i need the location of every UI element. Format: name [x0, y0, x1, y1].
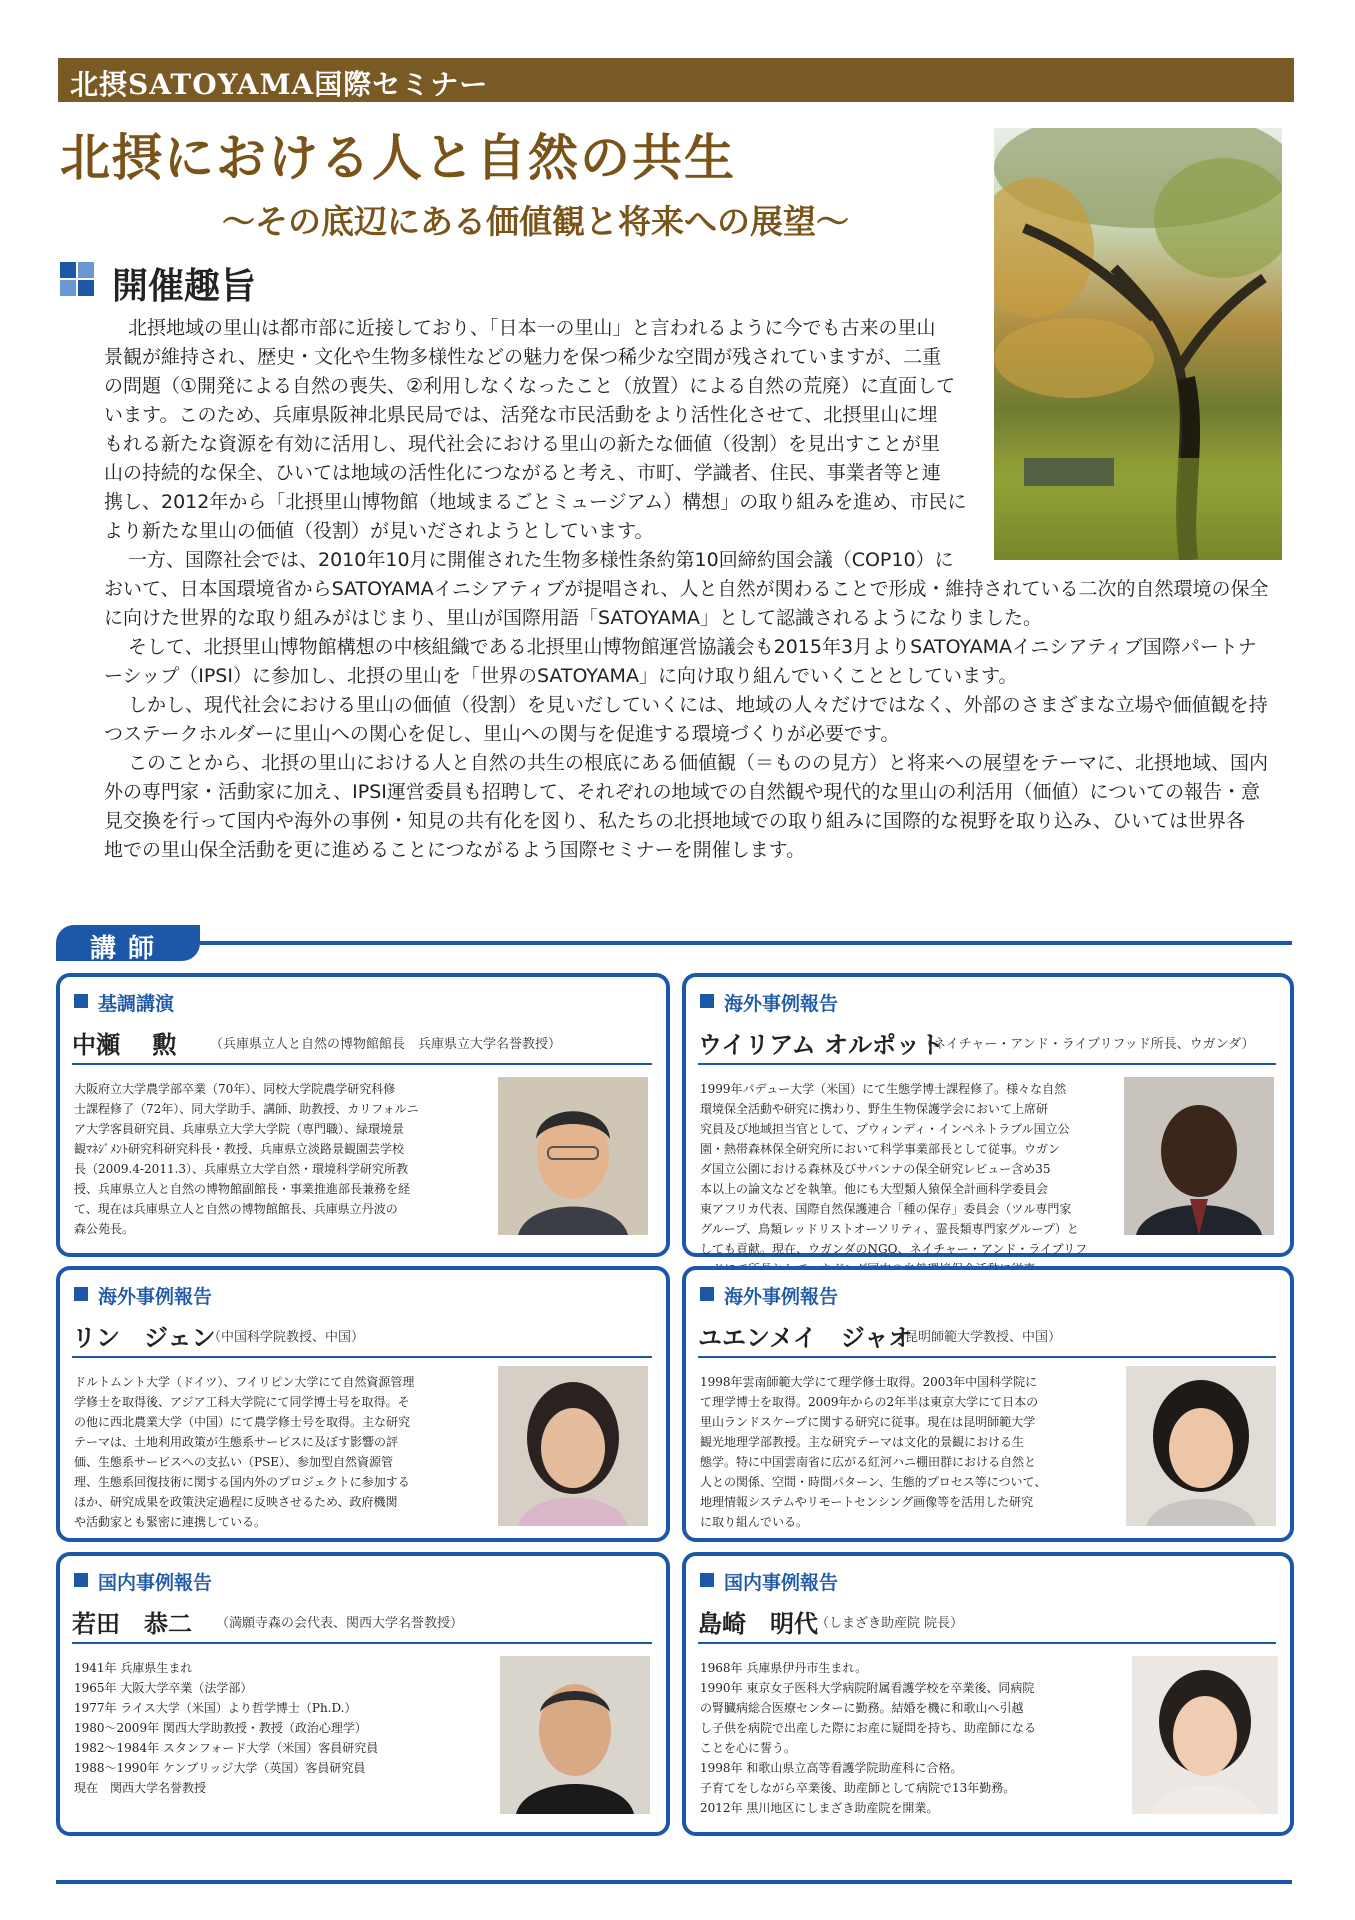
bio-line: て、現在は兵庫県立人と自然の博物館館長、兵庫県立丹波の — [74, 1202, 398, 1216]
purpose-line: 外の専門家・活動家に加え、IPSI運営委員も招聘して、それぞれの地域での自然観や現代的な里山の利活用（価値）についての報告・意 — [104, 781, 1261, 803]
lecturers-tab — [56, 925, 200, 964]
bio-line: 大阪府立大学農学部卒業（70年）、同校大学院農学研究科修 — [74, 1082, 396, 1096]
speaker-affiliation: （ネイチャー・アンド・ライブリフッド所長、ウガンダ） — [920, 1037, 1255, 1052]
purpose-line: 一方、国際社会では、2010年10月に開催された生物多様性条約第10回締約国会議（COP10）に — [128, 549, 954, 571]
seminar-banner — [58, 58, 1294, 102]
speaker-card: 海外事例報告 リン ジェン （中国科学院教授、中国） ドルトムント大学（ドイツ）、フイリピン大学にて自然資源管理 学修士を取得後、アジア工科大学院にて同学博士号を取得。そ の他に西北農業大学（中国）にて農学修士号を取得。主な研究 テーマは、土地利用政策が生態系サービスに及ぼす影響の評 価、生態系サービスへの支払い（PSE）、参加型自然資源管 理、生態系回復技術に関する国内外のプロジェクトに参加する ほか、研究成果を政策決定過程に反映させるため、政府機関 や活動家とも緊密に連携している。 — [56, 1266, 670, 1542]
speaker-bio — [74, 1079, 419, 1239]
speaker-photo — [498, 1077, 648, 1235]
bio-line: 1999年パデュー大学（米国）にて生態学博士課程修了。様々な自然 — [700, 1082, 1067, 1096]
speaker-affiliation: （しまざき助産院 院長） — [816, 1616, 964, 1631]
bio-line: 授、兵庫県立人と自然の博物館副館長・事業推進部長兼務を経 — [74, 1182, 411, 1196]
speaker-photo — [498, 1366, 648, 1526]
bio-line: 園・熱帯森林保全研究所において科学事業部長として従事。ウガン — [700, 1142, 1061, 1156]
speaker-affiliation: （中国科学院教授、中国） — [208, 1330, 365, 1345]
bio-line: 1998年 和歌山県立高等看護学院助産科に合格。 — [700, 1761, 963, 1775]
bio-line: 地理情報システムやリモートセンシング画像等を活用した研究 — [700, 1495, 1034, 1509]
speaker-affiliation: （満願寺森の会代表、関西大学名誉教授） — [216, 1616, 464, 1631]
speaker-card: 海外事例報告 ウイリアム オルポット （ネイチャー・アンド・ライブリフッド所長、ウガンダ） 1999年パデュー大学（米国）にて生態学博士課程修了。様々な自然 環境保全活動や研究に携わり、野生生物保護学会において上席研 究員及び地域担当官として、ブウィンディ・インペネトラブル国立公 園・熱帯森林保全研究所において科学事業部長として従事。ウガン ダ国立公園における森林及びサバンナの保全研究レビュー含め35 本以上の論文などを執筆。他にも大型類人猿保全計画科学委員会 東アフリカ代表、国際自然保護連合「種の保存」委員会（ツル専門家 グループ、鳥類レッドリストオーソリティ、霊長類専門家グループ）と しても貢献。現在、ウガンダのNGO、ネイチャー・アンド・ライブリフ — [682, 973, 1294, 1257]
purpose-line: 地での里山保全活動を更に進めることにつながるよう国際セミナーを開催します。 — [104, 839, 806, 861]
main-title: 北摂における人と自然の共生 — [60, 129, 736, 187]
bio-line: 士課程修了（72年）、同大学助手、講師、助教授、カリフォルニ — [74, 1102, 419, 1116]
bio-line: 1941年 兵庫県生まれ — [74, 1661, 193, 1675]
bio-line: て理学博士を取得。2009年からの2年半は東京大学にて日本の — [700, 1395, 1039, 1409]
bio-line: 1990年 東京女子医科大学病院附属看護学校を卒業後、同病院 — [700, 1681, 1035, 1695]
bio-line: ほか、研究成果を政策決定過程に反映させるため、政府機関 — [74, 1495, 398, 1509]
lecturers-label: 講師 — [89, 934, 166, 964]
bio-line: 2012年 黒川地区にしまざき助産院を開業。 — [700, 1801, 939, 1815]
purpose-line: そして、北摂里山博物館構想の中核組織である北摂里山博物館運営協議会も2015年3月よりSATOYAMAイニシアティブ国際パートナ — [128, 636, 1257, 658]
bio-line: 1968年 兵庫県伊丹市生まれ。 — [700, 1661, 868, 1675]
card-rule — [698, 1063, 1276, 1065]
bio-line: に取り組んでいる。 — [700, 1515, 809, 1529]
bio-line: 1965年 大阪大学卒業（法学部） — [74, 1681, 253, 1695]
bio-line: 理、生態系回復技術に関する国内外のプロジェクトに参加する — [74, 1475, 410, 1489]
speaker-card: 基調講演 中瀬 勲 （兵庫県立人と自然の博物館館長 兵庫県立大学名誉教授） 大阪府立大学農学部卒業（70年）、同校大学院農学研究科修 士課程修了（72年）、同大学助手、講師、助教授、カリフォルニ ア大学客員研究員、兵庫県立大学大学院（専門職）、緑環境景 観ﾏﾈｼﾞﾒﾝﾄ研究科研究科長・教授、兵庫県立淡路景観園芸学校 長（2009.4-2011.3）、兵庫県立大学自然・環境科学研究所教 授、兵庫県立人と自然の博物館副館長・事業推進部長兼務を経 て、現在は兵庫県立人と自然の博物館館長、兵庫県立丹波の 森公苑長。 — [56, 973, 670, 1257]
purpose-line: 見交換を行って国内や海外の事例・知見の共有化を図り、私たちの北摂地域での取り組みに国際的な視野を取り込み、ひいては世界各 — [104, 810, 1246, 832]
bio-line: 1977年 ライス大学（米国）より哲学博士（Ph.D.） — [74, 1701, 357, 1715]
bio-line: の他に西北農業大学（中国）にて農学修士号を取得。主な研究 — [74, 1415, 411, 1429]
bio-line: 1980～2009年 関西大学助教授・教授（政治心理学） — [74, 1721, 367, 1735]
bio-line: ア大学客員研究員、兵庫県立大学大学院（専門職）、緑環境景 — [74, 1122, 405, 1136]
speaker-name: 若田 恭二 — [72, 1609, 192, 1638]
bio-line: 観光地理学部教授。主な研究テーマは文化的景観における生 — [700, 1435, 1025, 1449]
bio-line: 環境保全活動や研究に携わり、野生生物保護学会において上席研 — [700, 1102, 1049, 1116]
speaker-card: 海外事例報告 ユエンメイ ジャオ （昆明師範大学教授、中国） 1998年雲南師範大学にて理学修士取得。2003年中国科学院に て理学博士を取得。2009年からの2年半は東京大学にて日本の 里山ランドスケープに関する研究に従事。現在は昆明師範大学 観光地理学部教授。主な研究テーマは文化的景観における生 態学。特に中国雲南省に広がる紅河ハニ棚田群における自然と 人との関係、空間・時間パターン、生態的プロセス等について、 地理情報システムやリモートセンシング画像等を活用した研究 に取り組んでいる。 — [682, 1266, 1294, 1542]
bio-line: 観ﾏﾈｼﾞﾒﾝﾄ研究科研究科長・教授、兵庫県立淡路景観園芸学校 — [74, 1142, 405, 1156]
card-rule — [698, 1642, 1276, 1644]
speaker-bio — [74, 1658, 378, 1798]
speaker-affiliation: （兵庫県立人と自然の博物館館長 兵庫県立大学名誉教授） — [210, 1037, 562, 1052]
bio-line: ドルトムント大学（ドイツ）、フイリピン大学にて自然資源管理 — [74, 1375, 415, 1389]
purpose-line: に向けた世界的な取り組みがはじまり、里山が国際用語「SATOYAMA」として認識されるようになりました。 — [104, 607, 1042, 629]
bio-line: 現在 関西大学名誉教授 — [74, 1781, 207, 1795]
speaker-name: ユエンメイ ジャオ — [698, 1323, 913, 1352]
purpose-line: より新たな里山の価値（役割）が見いだされようとしています。 — [104, 520, 654, 542]
purpose-line: の問題（①開発による自然の喪失、②利用しなくなったこと（放置）による自然の荒廃）に直面して — [104, 375, 956, 397]
lecturers-rule — [200, 941, 1292, 945]
purpose-line: このことから、北摂の里山における人と自然の共生の根底にある価値観（＝ものの見方）と将来への展望をテーマに、北摂地域、国内 — [128, 752, 1269, 774]
card-rule — [698, 1356, 1276, 1358]
speaker-name: ウイリアム オルポット — [698, 1030, 944, 1059]
purpose-line: 北摂地域の里山は都市部に近接しており、「日本一の里山」と言われるように今でも古来の里山 — [128, 317, 936, 339]
purpose-line: 携し、2012年から「北摂里山博物館（地域まるごとミュージアム）構想」の取り組みを進め、市民に — [104, 491, 967, 513]
bio-line: しても貢献。現在、ウガンダのNGO、ネイチャー・アンド・ライブリフ — [700, 1242, 1088, 1256]
bio-line: の腎臓病総合医療センターに勤務。結婚を機に和歌山へ引越 — [700, 1701, 1024, 1715]
speaker-bio — [700, 1079, 1087, 1279]
bio-line: 人との関係、空間・時間パターン、生態的プロセス等について、 — [700, 1475, 1047, 1489]
card-rule — [72, 1642, 652, 1644]
speaker-photo — [1126, 1366, 1276, 1526]
speaker-photo — [1132, 1656, 1278, 1814]
bio-line: ダ国立公園における森林及びサバンナの保全研究レビュー含め35 — [700, 1162, 1051, 1176]
bottom-rule — [56, 1880, 1292, 1884]
speaker-photo — [1124, 1077, 1274, 1235]
bio-line: ことを心に誓う。 — [700, 1741, 797, 1755]
speaker-bio — [700, 1658, 1036, 1818]
banner-text: 北摂SATOYAMA国際セミナー — [70, 68, 489, 101]
purpose-line: 景観が維持され、歴史・文化や生物多様性などの魅力を保つ稀少な空間が残されていますが、二重 — [104, 346, 942, 368]
bio-line: 本以上の論文などを執筆。他にも大型類人猿保全計画科学委員会 — [700, 1182, 1049, 1196]
speaker-photo — [500, 1656, 650, 1814]
speaker-affiliation: （昆明師範大学教授、中国） — [892, 1330, 1062, 1345]
sub-title: ～その底辺にある価値観と将来への展望～ — [222, 202, 849, 241]
bio-line: 森公苑長。 — [74, 1222, 135, 1236]
purpose-line: ーシップ（IPSI）に参加し、北摂の里山を「世界のSATOYAMA」に向け取り組んでいくこととしています。 — [104, 665, 1018, 687]
section-square-icon — [60, 262, 96, 298]
bio-line: 学修士を取得後、アジア工科大学院にて同学博士号を取得。そ — [74, 1395, 410, 1409]
speaker-name: リン ジェン — [72, 1323, 216, 1352]
bio-line: 1988～1990年 ケンブリッジ大学（英国）客員研究員 — [74, 1761, 366, 1775]
purpose-line: つステークホルダーに里山への関心を促し、里山への関与を促進する環境づくりが必要です。 — [104, 723, 900, 745]
bio-line: 態学。特に中国雲南省に広がる紅河ハニ棚田群における自然と — [700, 1455, 1037, 1469]
bio-line: 1982～1984年 スタンフォード大学（米国）客員研究員 — [74, 1741, 379, 1755]
bio-line: 子育てをしながら卒業後、助産師として病院で13年勤務。 — [700, 1781, 1016, 1795]
purpose-text — [104, 314, 1284, 865]
purpose-line: もれる新たな資源を有効に活用し、現代社会における里山の新たな価値（役割）を見出すことが里 — [104, 433, 941, 455]
purpose-line: 山の持続的な保全、ひいては地域の活性化につながると考え、市町、学識者、住民、事業者等と連 — [104, 462, 941, 484]
bio-line: 長（2009.4-2011.3）、兵庫県立大学自然・環境科学研究所教 — [74, 1162, 409, 1176]
card-rule — [72, 1063, 652, 1065]
bio-line: し子供を病院で出産した際にお産に疑問を持ち、助産師になる — [700, 1721, 1037, 1735]
bio-line: 東アフリカ代表、国際自然保護連合「種の保存」委員会（ツル専門家 — [700, 1202, 1072, 1216]
bio-line: や活動家とも緊密に連携している。 — [74, 1515, 267, 1529]
bio-line: 究員及び地域担当官として、ブウィンディ・インペネトラブル国立公 — [700, 1122, 1070, 1136]
speaker-bio — [74, 1372, 414, 1532]
speaker-name: 島崎 明代 — [698, 1609, 818, 1638]
bio-line: グループ、鳥類レッドリストオーソリティ、霊長類専門家グループ）と — [700, 1222, 1079, 1236]
bio-line: 価、生態系サービスへの支払い（PSE）、参加型自然資源管 — [74, 1455, 394, 1469]
speaker-bio — [700, 1372, 1046, 1532]
speaker-card: 国内事例報告 若田 恭二 （満願寺森の会代表、関西大学名誉教授） 1941年 兵庫県生まれ 1965年 大阪大学卒業（法学部） 1977年 ライス大学（米国）より哲学博士（Ph.D.） 1980～2009年 関西大学助教授・教授（政治心理学） 1982～1984年 スタンフォード大学（米国）客員研究員 1988～1990年 ケンブリッジ大学（英国）客員研究員 現在 関西大学名誉教授 — [56, 1552, 670, 1836]
purpose-line: おいて、日本国環境省からSATOYAMAイニシアティブが提唱され、人と自然が関わることで形成・維持されている二次的自然環境の保全 — [104, 578, 1269, 600]
bio-line: 1998年雲南師範大学にて理学修士取得。2003年中国科学院に — [700, 1375, 1038, 1389]
bio-line: テーマは、土地利用政策が生態系サービスに及ぼす影響の評 — [74, 1435, 399, 1449]
bio-line: 里山ランドスケープに関する研究に従事。現在は昆明師範大学 — [700, 1415, 1036, 1429]
purpose-line: しかし、現代社会における里山の価値（役割）を見いだしていくには、地域の人々だけではなく、外部のさまざまな立場や価値観を持 — [128, 694, 1268, 716]
speaker-name: 中瀬 勲 — [72, 1030, 177, 1059]
purpose-heading-text: 開催趣旨 — [112, 266, 257, 307]
speaker-card: 国内事例報告 島崎 明代 （しまざき助産院 院長） 1968年 兵庫県伊丹市生まれ。 1990年 東京女子医科大学病院附属看護学校を卒業後、同病院 の腎臓病総合医療センターに勤務。結婚を機に和歌山へ引越 し子供を病院で出産した際にお産に疑問を持ち、助産師になる ことを心に誓う。 1998年 和歌山県立高等看護学院助産科に合格。 子育てをしながら卒業後、助産師として病院で13年勤務。 2012年 黒川地区にしまざき助産院を開業。 — [682, 1552, 1294, 1836]
card-rule — [72, 1356, 652, 1358]
purpose-line: います。このため、兵庫県阪神北県民局では、活発な市民活動をより活性化させて、北摂里山に埋 — [104, 404, 938, 426]
